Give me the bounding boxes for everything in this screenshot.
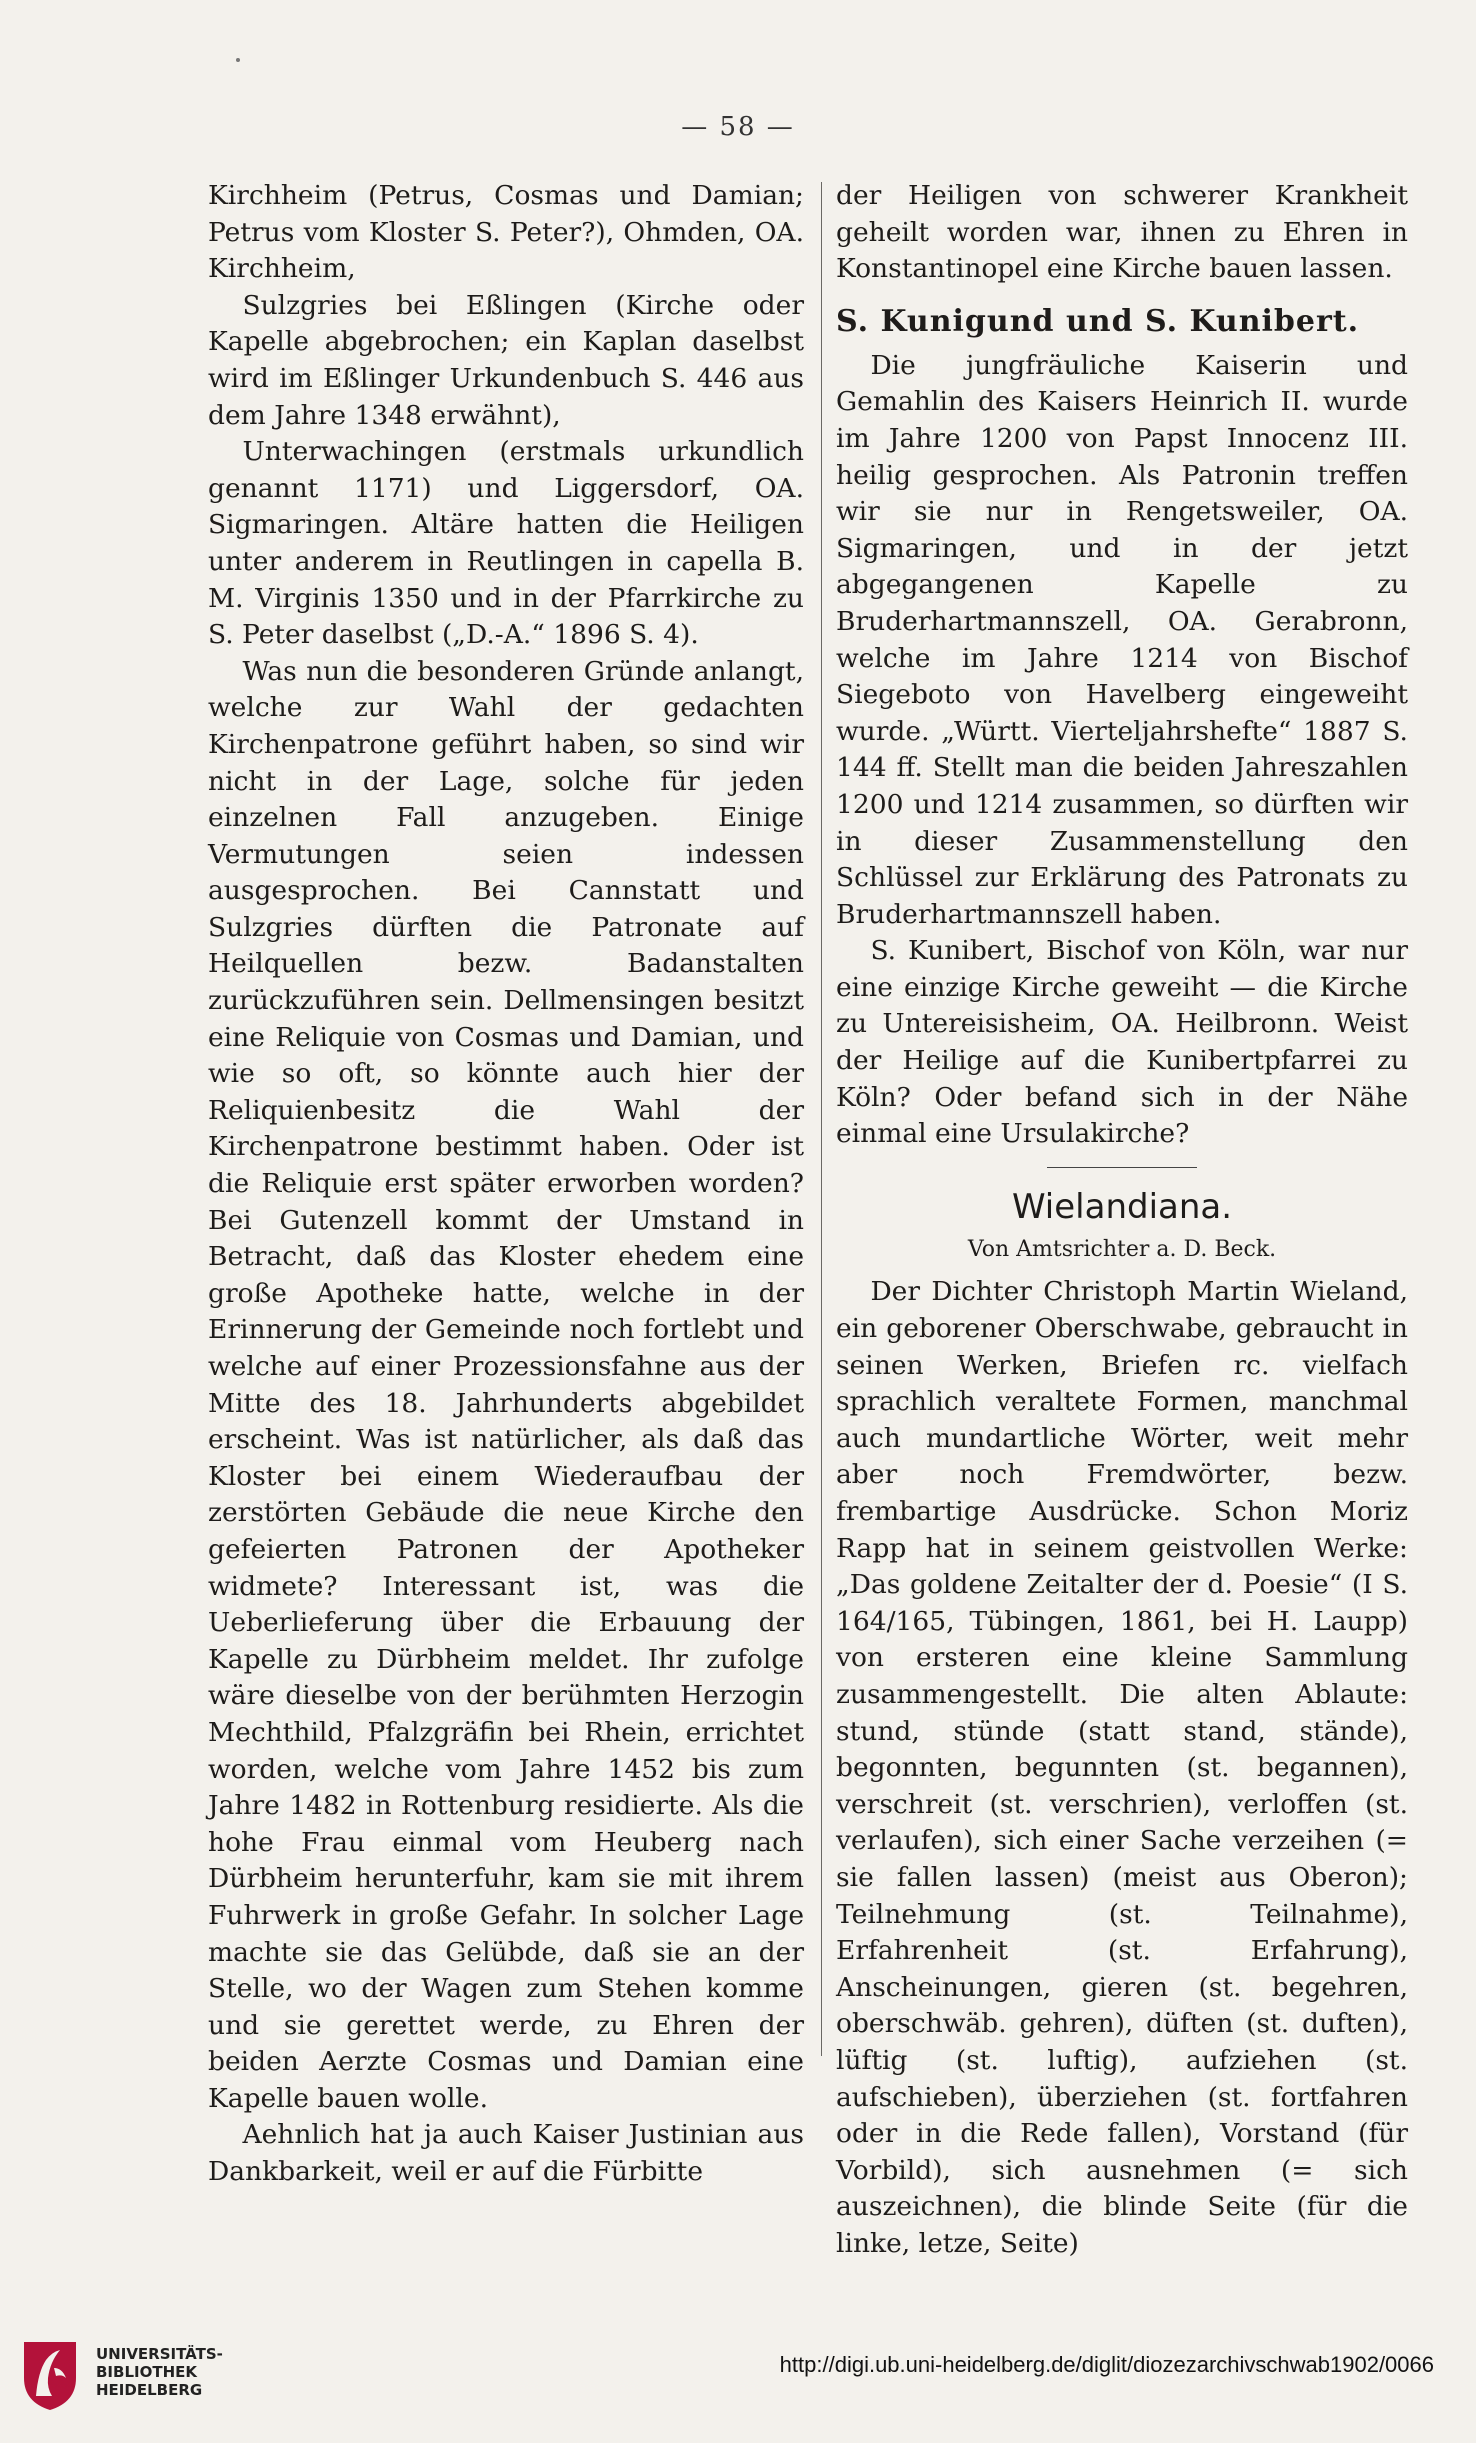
- page-number: — 58 —: [681, 112, 795, 142]
- left-column: [208, 178, 804, 2191]
- section-heading: S. Kunigund und S. Kunibert.: [836, 303, 1360, 339]
- section-divider: [1047, 1167, 1197, 1168]
- paragraph: Unterwachingen (erstmals urkundlich genannt 1171) und Liggersdorf, OA. Sigmaringen. Altäre hatten die Heiligen unter anderem in Reutlingen in capella B. M. Virginis 1350 und in der Pfarrkirche zu S. Peter daselbst („D.-A.“ 1896 S. 4).: [208, 436, 804, 651]
- heidelberg-library-logo-icon: [18, 2338, 82, 2418]
- paragraph: Aehnlich hat ja auch Kaiser Justinian aus Dankbarkeit, weil er auf die Fürbitte: [208, 2119, 804, 2188]
- library-label: [96, 2345, 223, 2399]
- paragraph: Die jungfräuliche Kaiserin und Gemahlin des Kaisers Heinrich II. wurde im Jahre 1200 von Papst Innocenz III. heilig gesprochen. Als Patronin treffen wir sie nur in Rengetsweiler, OA. Sigmaringen, und in der jetzt abgegangenen Kapelle zu Bruderhartmannszell, OA. Gerabronn, welche im Jahre 1214 von Bischof Siegeboto von Havelberg eingeweiht wurde. „Württ. Vierteljahrshefte“ 1887 S. 144 ff. Stellt man die beiden Jahreszahlen 1200 und 1214 zusammen, so dürften wir in dieser Zusammenstellung den Schlüssel zur Erklärung des Patronats zu Bruderhartmannszell haben.: [836, 349, 1408, 930]
- library-label-line: HEIDELBERG: [96, 2381, 203, 2399]
- library-label-line: BIBLIOTHEK: [96, 2363, 197, 2381]
- scan-speck: [236, 58, 240, 62]
- paragraph: Was nun die besonderen Gründe anlangt, welche zur Wahl der gedachten Kirchenpatrone geführt haben, so sind wir nicht in der Lage, solche für jeden einzelnen Fall anzugeben. Einige Vermutungen seien indessen ausgesprochen. Bei Cannstatt und Sulzgries dürften die Patronate auf Heilquellen bezw. Badanstalten zurückzuführen sein. Dellmensingen besitzt eine Reliquie von Cosmas und Damian, und wie so oft, so könnte auch hier der Reliquienbesitz die Wahl der Kirchenpatrone bestimmt haben. Oder ist die Reliquie erst später erworben worden? Bei Gutenzell kommt der Umstand in Betracht, daß das Kloster ehedem eine große Apotheke hatte, welche in der Erinnerung der Gemeinde noch fortlebt und welche auf einer Prozessionsfahne aus der Mitte des 18. Jahrhunderts abgebildet erscheint. Was ist natürlicher, als daß das Kloster bei einem Wiederaufbau der zerstörten Gebäude die neue Kirche den gefeierten Patronen der Apotheker widmete? Interessant ist, was die Ueberlieferung über die Erbauung der Kapelle zu Dürbheim meldet. Ihr zufolge wäre dieselbe von der berühmten Herzogin Mechthild, Pfalzgräfin bei Rhein, errichtet worden, welche vom Jahre 1452 bis zum Jahre 1482 in Rottenburg residierte. Als die hohe Frau einmal vom Heuberg nach Dürbheim herunterfuhr, kam sie mit ihrem Fuhrwerk in große Gefahr. In solcher Lage machte sie das Gelübde, daß sie an der Stelle, wo der Wagen zum Stehen komme und sie gerettet werde, zu Ehren der beiden Aerzte Cosmas und Damian eine Kapelle bauen wolle.: [208, 655, 804, 2114]
- column-divider: [821, 182, 822, 2056]
- paragraph: Sulzgries bei Eßlingen (Kirche oder Kapelle abgebrochen; ein Kaplan daselbst wird im Eßlinger Urkundenbuch S. 446 aus dem Jahre 1348 erwähnt),: [208, 289, 804, 431]
- byline: Von Amtsrichter a. D. Beck.: [967, 1236, 1277, 1262]
- library-label-line: UNIVERSITÄTS-: [96, 2345, 223, 2363]
- right-column: [836, 178, 1408, 2262]
- paragraph: der Heiligen von schwerer Krankheit geheilt worden war, ihnen zu Ehren in Konstantinopel eine Kirche bauen lassen.: [836, 180, 1408, 285]
- paragraph: Kirchheim (Petrus, Cosmas und Damian; Petrus vom Kloster S. Peter?), Ohmden, OA. Kirchheim,: [208, 180, 804, 285]
- paragraph: S. Kunibert, Bischof von Köln, war nur eine einzige Kirche geweiht — die Kirche zu Untereisisheim, OA. Heilbronn. Weist der Heilige auf die Kunibertpfarrei zu Köln? Oder befand sich in der Nähe einmal eine Ursulakirche?: [836, 935, 1408, 1150]
- article-title: Wielandiana.: [1011, 1186, 1233, 1227]
- paragraph: Der Dichter Christoph Martin Wieland, ein geborener Oberschwabe, gebraucht in seinen Werken, Briefen rc. vielfach sprachlich veraltete Formen, manchmal auch mundartliche Wörter, weit mehr aber noch Fremdwörter, bezw. frembartige Ausdrücke. Schon Moriz Rapp hat in seinem geistvollen Werke: „Das goldene Zeitalter der d. Poesie“ (I S. 164/165, Tübingen, 1861, bei H. Laupp) von ersteren eine kleine Sammlung zusammengestellt. Die alten Ablaute: stund, stünde (statt stand, stände), begonnten, begunnten (st. begannen), verschreit (st. verschrien), verloffen (st. verlaufen), sich einer Sache verzeihen (= sie fallen lassen) (meist aus Oberon); Teilnehmung (st. Teilnahme), Erfahrenheit (st. Erfahrung), Anscheinungen, gieren (st. begehren, oberschwäb. gehren), düften (st. duften), lüftig (st. luftig), aufziehen (st. aufschieben), überziehen (st. fortfahren oder in die Rede fallen), Vorstand (für Vorbild), sich ausnehmen (= sich auszeichnen), die blinde Seite (für die linke, letze, Seite): [836, 1276, 1408, 2259]
- source-url-link[interactable]: http://digi.ub.uni-heidelberg.de/diglit/diozezarchivschwab1902/0066: [779, 2352, 1434, 2377]
